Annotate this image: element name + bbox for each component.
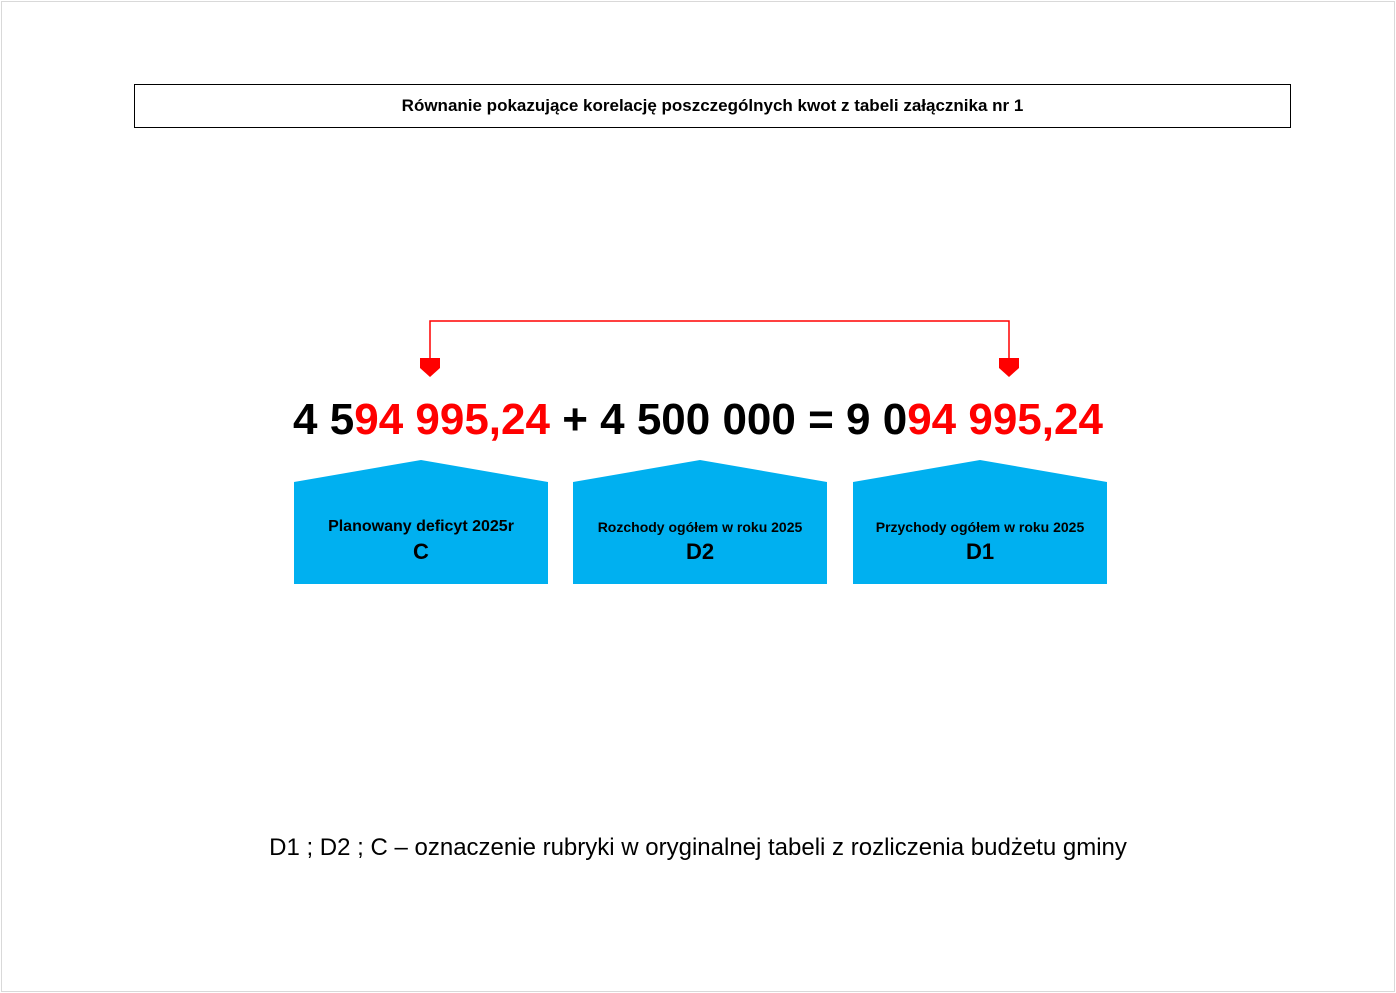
equals-sign: = <box>795 395 847 444</box>
deficit-amount-prefix: 4 5 <box>293 395 355 444</box>
plus-sign: + <box>549 395 601 444</box>
expenditure-amount: 4 500 000 <box>600 395 796 444</box>
title-text: Równanie pokazujące korelację poszczególnych kwot z tabeli załącznika nr 1 <box>401 96 1024 115</box>
label-box-expenditure <box>573 460 827 584</box>
revenue-amount-highlight: 94 995,24 <box>907 395 1103 444</box>
revenue-amount-prefix: 9 0 <box>846 395 908 444</box>
label-code: D2 <box>685 539 715 564</box>
label-description: Rozchody ogółem w roku 2025 <box>597 519 803 535</box>
label-box-deficit <box>294 460 548 584</box>
label-code: C <box>413 539 429 564</box>
footnote: D1 ; D2 ; C – oznaczenie rubryki w oryginalnej tabeli z rozliczenia budżetu gminy <box>269 834 1127 861</box>
label-description: Przychody ogółem w roku 2025 <box>875 519 1085 535</box>
label-box-revenue <box>853 460 1107 584</box>
label-code: D1 <box>965 539 995 564</box>
page-title <box>134 84 1291 128</box>
deficit-amount-highlight: 94 995,24 <box>354 395 550 444</box>
label-description: Planowany deficyt 2025r <box>328 518 514 535</box>
equation <box>0 392 1396 448</box>
